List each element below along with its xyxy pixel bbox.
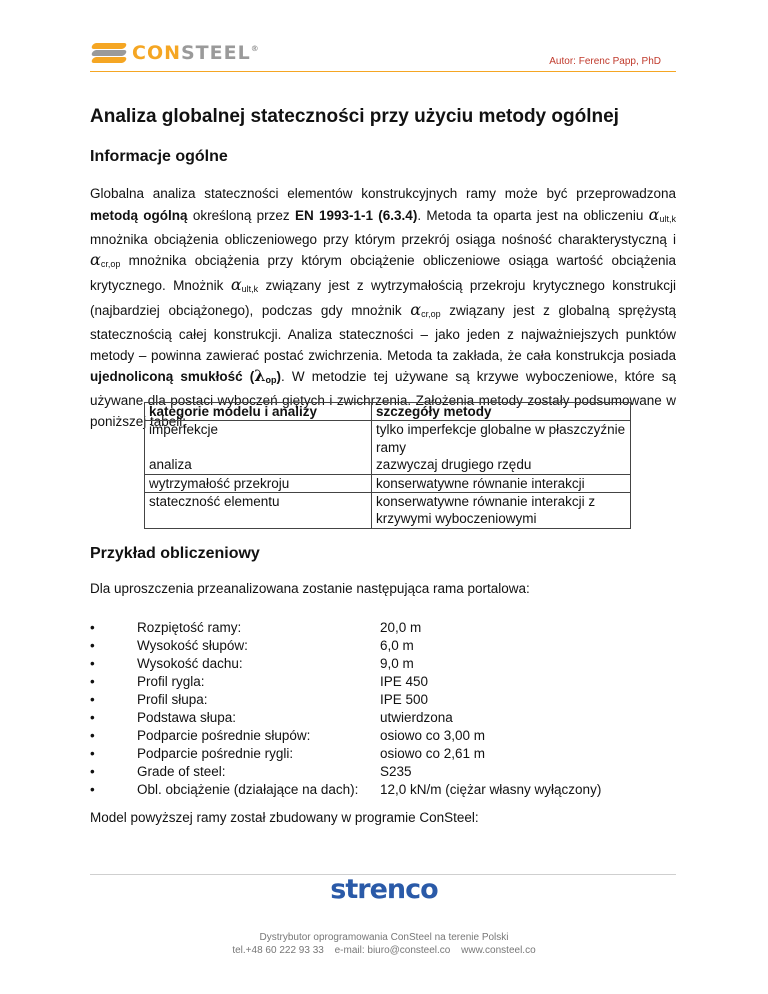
table-cell: konserwatywne równanie interakcji z krzywymi wyboczeniowymi — [372, 493, 631, 529]
table-row — [145, 474, 631, 492]
table-header-cell: szczegóły metody — [372, 403, 631, 421]
table-cell: konserwatywne równanie interakcji — [372, 474, 631, 492]
table-cell: wytrzymałość przekroju — [145, 474, 372, 492]
header-divider — [90, 71, 676, 72]
table-cell: zazwyczaj drugiego rzędu — [372, 456, 631, 474]
list-item: • Wysokość dachu: 9,0 m — [90, 656, 414, 671]
list-item: • Profil rygla: IPE 450 — [90, 674, 429, 689]
section-heading-example: Przykład obliczeniowy — [90, 545, 260, 562]
table-cell: analiza — [145, 456, 372, 474]
consteel-logo — [92, 42, 287, 64]
table-row — [145, 493, 631, 529]
list-item: • Rozpiętość ramy: 20,0 m — [90, 620, 422, 635]
footer-email: e-mail: biuro@consteel.co — [334, 945, 451, 956]
consteel-logo-icon — [92, 42, 128, 64]
alpha-symbol: α — [230, 275, 242, 295]
table-row — [145, 421, 631, 456]
alpha-symbol: α — [90, 250, 101, 270]
list-item: • Wysokość słupów: 6,0 m — [90, 638, 414, 653]
list-item: • Podstawa słupa: utwierdzona — [90, 710, 453, 725]
logo-wordmark: CONSTEEL® — [132, 42, 260, 64]
parameter-list — [90, 619, 601, 799]
lambda-symbol: λ — [254, 366, 266, 386]
table-cell: tylko imperfekcje globalne w płaszczyźnie ramy — [372, 421, 631, 456]
table-cell: stateczność elementu — [145, 493, 372, 529]
list-item: • Podparcie pośrednie słupów: osiowo co 3,00 m — [90, 728, 486, 743]
table-header-row — [145, 403, 631, 421]
example-intro: Dla uproszczenia przeanalizowana zostanie następująca rama portalowa: — [90, 581, 530, 596]
footer-phone: tel.+48 60 222 93 33 — [232, 945, 324, 956]
table-header-cell: kategorie modelu i analizy — [145, 403, 372, 421]
section-heading-general: Informacje ogólne — [90, 148, 228, 165]
list-item: • Profil słupa: IPE 500 — [90, 692, 429, 707]
author-label: Autor: Ferenc Papp, PhD — [549, 56, 661, 67]
footer-contact — [0, 945, 768, 956]
strenco-logo: strenco — [330, 874, 438, 905]
table-row — [145, 456, 631, 474]
footer-website: www.consteel.co — [461, 945, 536, 956]
footer-distributor: Dystrybutor oprogramowania ConSteel na terenie Polski — [259, 932, 509, 943]
alpha-symbol: α — [648, 204, 660, 224]
method-summary-table — [144, 402, 631, 529]
list-item: • Grade of steel: S235 — [90, 764, 412, 779]
alpha-symbol: α — [410, 299, 422, 319]
page-title: Analiza globalnej stateczności przy użyciu metody ogólnej — [90, 106, 619, 127]
list-item: • Obl. obciążenie (działające na dach): 12,0 kN/m (ciężar własny wyłączony) — [90, 782, 602, 797]
intro-paragraph: Globalna analiza stateczności elementów konstrukcyjnych ramy może być przeprowadzona metodą ogólną określoną przez EN 1993-1-1 (6.3.4). Metoda ta oparta jest na obliczeniu $\alpha_{ult,k}$ mnożnika obciążenia obliczeniowego przy którym przekrój osiąga nośność charakterystyczną i $\alpha_{cr,op}$ mnożnika obciążenia przy którym obciążenie obliczeniowe osiąga wartość obciążenia krytycznego. Mnożnik $\alpha_{ult,k}$ związany jest z wytrzymałością przekroju krytycznego konstrukcji (najbardziej obciążonego), podczas gdy mnożnik $\alpha_{cr,op}$ związany jest z globalną sprężystą statecznością całej konstrukcji. Analiza stateczności – jako jeden z najważniejszych punktów metody – powinna zawierać postać zwichrzenia. Metoda ta zakłada, że cała konstrukcja posiada ujednoliconą smukłość $(\lambda_{op})$. W metodzie tej używane są krzywe wyboczeniowe, które są używane dla postaci wyboczeń giętych i zwichrzenia. Założenia metody zostały podsumowane w poniższej tabeli: — [90, 186, 677, 429]
model-note: Model powyższej ramy został zbudowany w programie ConSteel: — [90, 810, 479, 825]
list-item: • Podparcie pośrednie rygli: osiowo co 2,61 m — [90, 746, 486, 761]
table-cell: imperfekcje — [145, 421, 372, 456]
